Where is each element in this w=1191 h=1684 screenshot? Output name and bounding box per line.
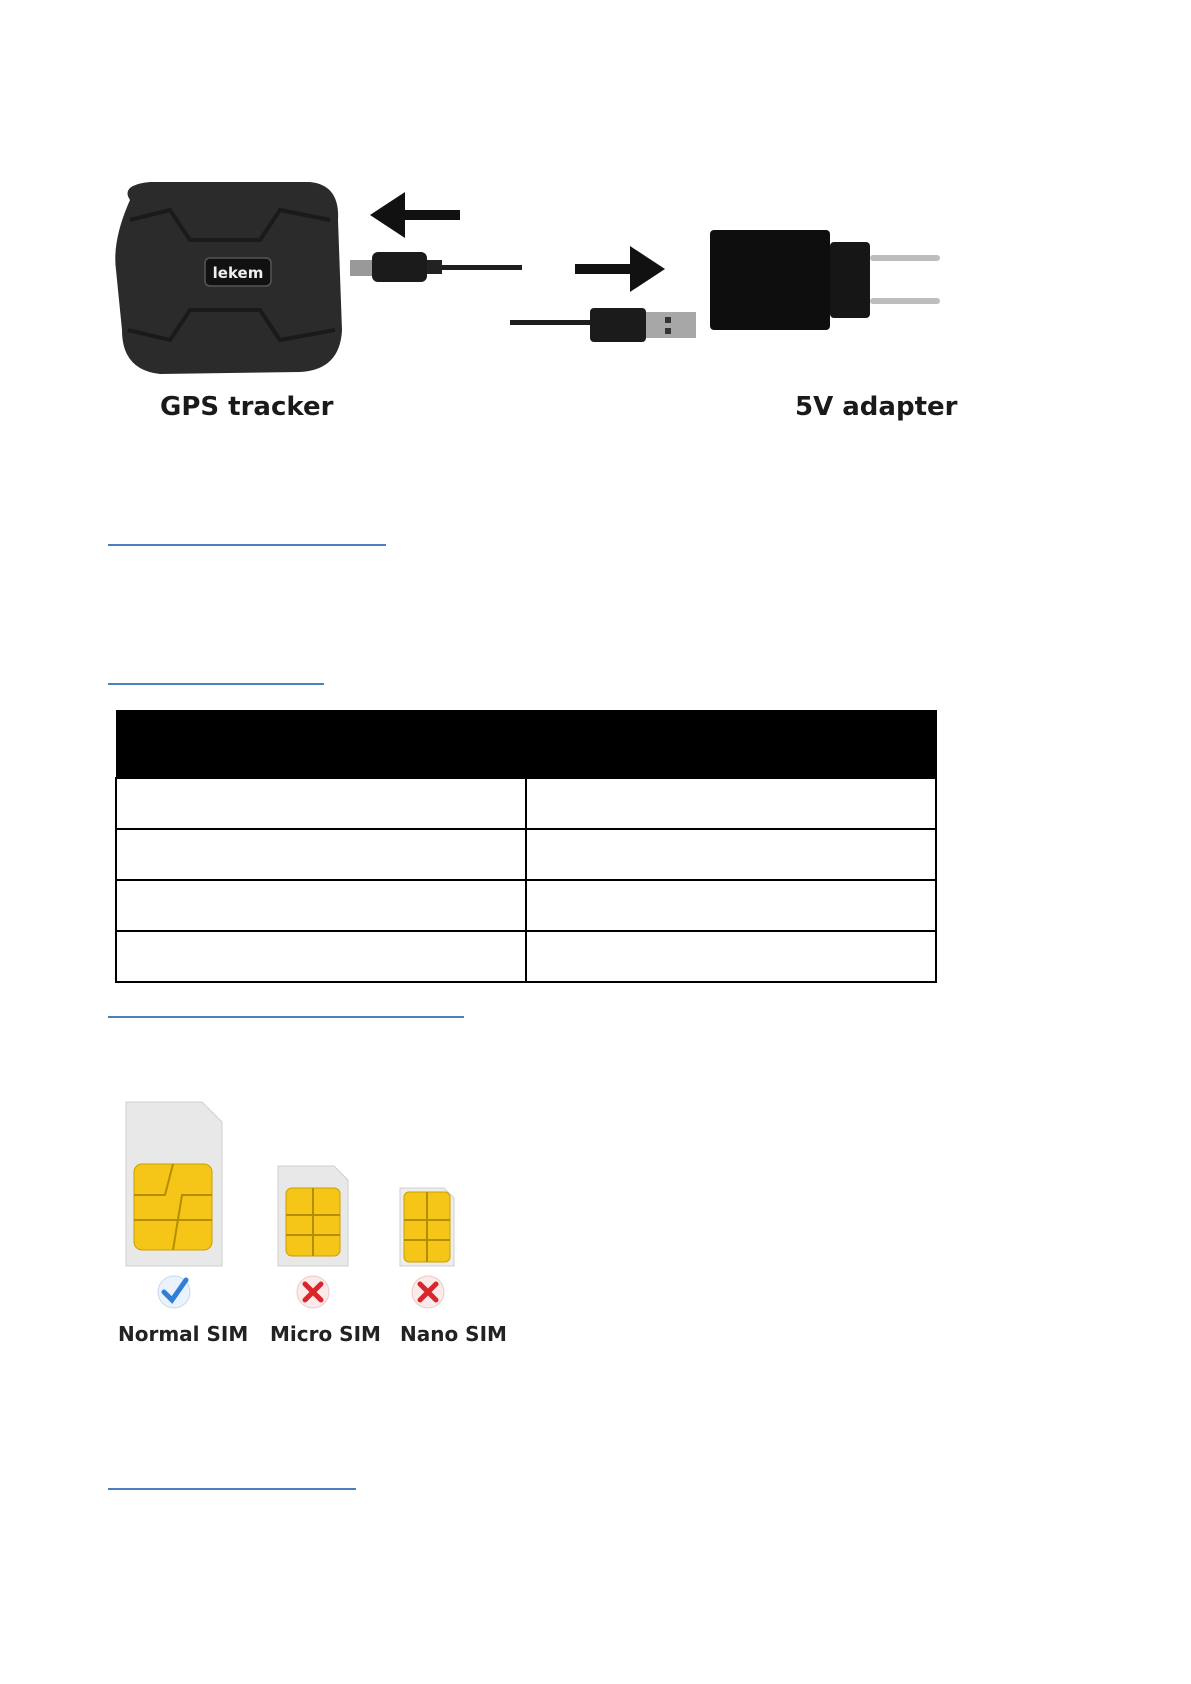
heading-link-4[interactable] <box>108 1488 356 1490</box>
nano-sim-label: Nano SIM <box>400 1322 507 1346</box>
table-row <box>116 778 936 829</box>
gps-tracker-icon <box>115 182 342 374</box>
table-row <box>116 931 936 982</box>
table-cell <box>116 778 526 829</box>
nano-sim-icon <box>400 1188 454 1266</box>
sim-cards-illustration <box>110 1100 510 1320</box>
arrow-left-icon <box>370 192 460 238</box>
table-row <box>116 880 936 931</box>
table-cell <box>526 931 936 982</box>
spec-table <box>115 710 937 983</box>
usb-a-cable-icon <box>510 308 696 342</box>
heading-link-3[interactable] <box>108 1016 464 1018</box>
power-adapter-icon <box>710 230 940 330</box>
cross-mark-icon <box>297 1276 329 1308</box>
charging-illustration <box>110 180 1010 380</box>
arrow-right-icon <box>575 246 665 292</box>
table-header-row <box>116 711 936 779</box>
table-header-cell <box>116 711 526 779</box>
micro-sim-label: Micro SIM <box>270 1322 381 1346</box>
normal-sim-label: Normal SIM <box>118 1322 249 1346</box>
table-cell <box>526 880 936 931</box>
heading-link-2[interactable] <box>108 683 324 685</box>
table-cell <box>116 829 526 880</box>
table-cell <box>526 778 936 829</box>
table-row <box>116 829 936 880</box>
micro-sim-icon <box>278 1166 348 1266</box>
normal-sim-icon <box>126 1102 222 1266</box>
micro-usb-cable-icon <box>350 252 522 282</box>
heading-link-1[interactable] <box>108 544 386 546</box>
table-cell <box>116 880 526 931</box>
svg-text:lekem: lekem <box>212 264 264 282</box>
adapter-label: 5V adapter <box>795 392 958 422</box>
cross-mark-icon <box>412 1276 444 1308</box>
check-mark-icon <box>158 1276 190 1308</box>
table-cell <box>116 931 526 982</box>
table-cell <box>526 829 936 880</box>
charging-figure <box>110 180 1010 440</box>
sim-size-figure <box>110 1100 510 1360</box>
table-header-cell <box>526 711 936 779</box>
gps-tracker-label: GPS tracker <box>160 392 334 422</box>
